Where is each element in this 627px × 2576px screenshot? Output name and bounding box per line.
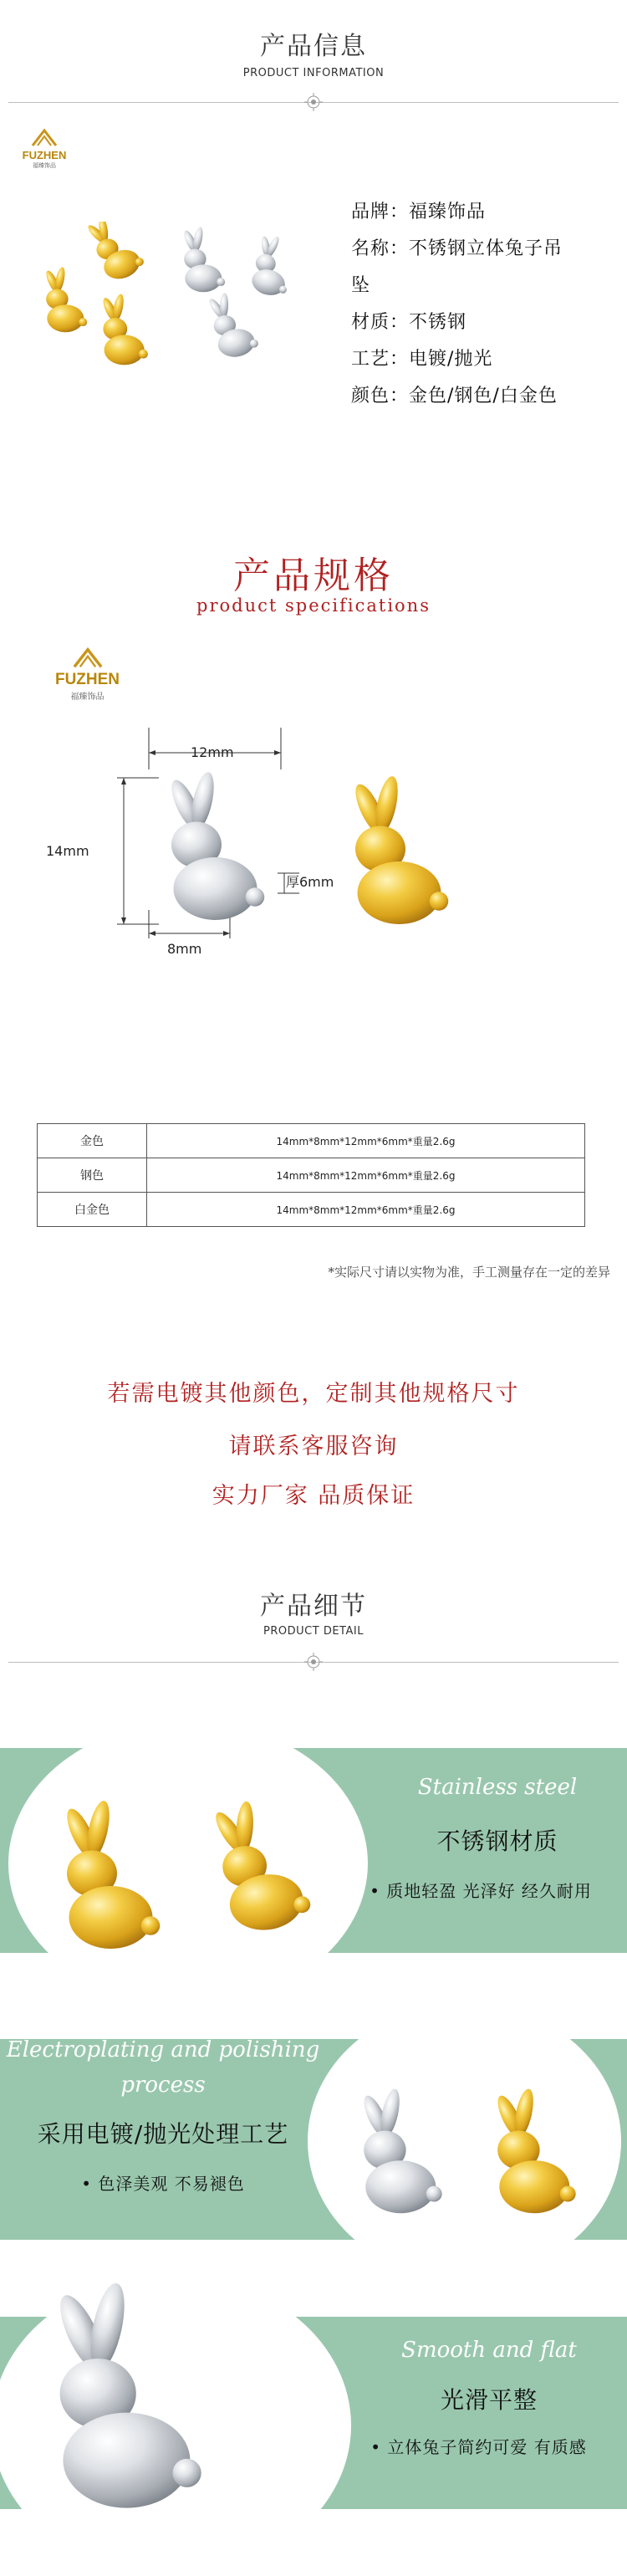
ornament-icon	[304, 1653, 323, 1671]
gold-rabbit-1	[43, 266, 87, 332]
table-row	[38, 1124, 585, 1158]
spec-color: 白金色	[38, 1193, 147, 1227]
custom-message-1: 若需电镀其他颜色，定制其他规格尺寸	[107, 1381, 520, 1407]
brand-cn-2: 福臻饰品	[70, 693, 104, 702]
brand-name: FUZHEN	[22, 149, 67, 161]
ornament-icon	[304, 93, 323, 111]
detail-2-en-2: process	[120, 2073, 206, 2098]
detail-1-photo	[17, 1740, 368, 1991]
gold-rabbit	[493, 2088, 576, 2213]
dim-height: 14mm	[46, 843, 89, 859]
table-row	[38, 1158, 585, 1193]
silver-rabbit	[52, 2280, 201, 2507]
spec-color: 金色	[38, 1124, 147, 1158]
info-brand: 品牌：福臻饰品	[351, 202, 487, 222]
table-row	[38, 1193, 585, 1227]
custom-message-3: 实力厂家 品质保证	[212, 1483, 415, 1509]
brand-cn: 福臻饰品	[33, 162, 56, 169]
gold-rabbit-2	[84, 222, 147, 284]
silver-rabbit-2	[246, 232, 299, 299]
detail-2-bullet: • 色泽美观 不易褪色	[81, 2174, 245, 2194]
detail-title: 产品细节	[260, 1592, 367, 1621]
spec-value: 14mm*8mm*12mm*6mm*重量2.6g	[147, 1124, 585, 1158]
dim-thickness: 厚6mm	[286, 874, 334, 890]
info-material: 材质：不锈钢	[351, 312, 467, 333]
detail-1-bullet: • 质地轻盈 光泽好 经久耐用	[370, 1881, 592, 1901]
brand-logo	[15, 127, 74, 170]
gold-rabbit	[209, 1793, 313, 1935]
product-info-list	[351, 194, 619, 415]
detail-3-bullet: • 立体兔子简约可爱 有质感	[370, 2437, 587, 2457]
silver-rabbit-3	[206, 288, 260, 360]
spec-value: 14mm*8mm*12mm*6mm*重量2.6g	[147, 1193, 585, 1227]
specs-title: 产品规格	[233, 555, 394, 597]
brand-name-2: FUZHEN	[54, 671, 120, 688]
detail-3-title: 光滑平整	[440, 2386, 538, 2414]
detail-1-title: 不锈钢材质	[436, 1827, 558, 1855]
info-subtitle: PRODUCT INFORMATION	[242, 67, 385, 79]
product-photo-group	[17, 222, 309, 389]
spec-color: 钢色	[38, 1158, 147, 1193]
detail-3-photo	[0, 2258, 343, 2509]
detail-2-photo	[316, 2032, 617, 2250]
custom-message-2: 请联系客服咨询	[228, 1434, 399, 1459]
brand-logo-2	[43, 646, 131, 702]
info-title: 产品信息	[260, 32, 367, 61]
silver-rabbit	[359, 2088, 442, 2213]
info-name-cont: 坠	[351, 275, 371, 296]
detail-2-title: 采用电镀/抛光处理工艺	[37, 2120, 289, 2148]
info-colors: 颜色：金色/钢色/白金色	[351, 386, 558, 406]
detail-1-en: Stainless steel	[417, 1775, 578, 1800]
dim-depth: 8mm	[167, 941, 202, 957]
silver-rabbit-main	[166, 770, 265, 920]
info-process: 工艺：电镀/抛光	[351, 349, 493, 370]
gold-rabbit-3	[100, 293, 147, 365]
fuzhen-logo-icon	[28, 127, 61, 149]
spec-value: 14mm*8mm*12mm*6mm*重量2.6g	[147, 1158, 585, 1193]
dim-width: 12mm	[191, 744, 234, 760]
fuzhen-logo-icon	[69, 646, 107, 671]
specs-subtitle: product specifications	[196, 595, 431, 616]
detail-3-en: Smooth and flat	[401, 2338, 577, 2363]
detail-2-en-1: Electroplating and polishing	[6, 2037, 320, 2062]
gold-rabbit	[62, 1799, 161, 1949]
spec-table	[37, 1123, 585, 1227]
gold-rabbit-main	[350, 774, 449, 924]
info-name: 名称：不锈钢立体兔子吊	[351, 238, 563, 259]
dimension-diagram	[84, 719, 518, 987]
spec-note: *实际尺寸请以实物为准，手工测量存在一定的差异	[328, 1265, 610, 1280]
detail-subtitle: PRODUCT DETAIL	[263, 1625, 364, 1638]
silver-rabbit-1	[181, 226, 225, 292]
